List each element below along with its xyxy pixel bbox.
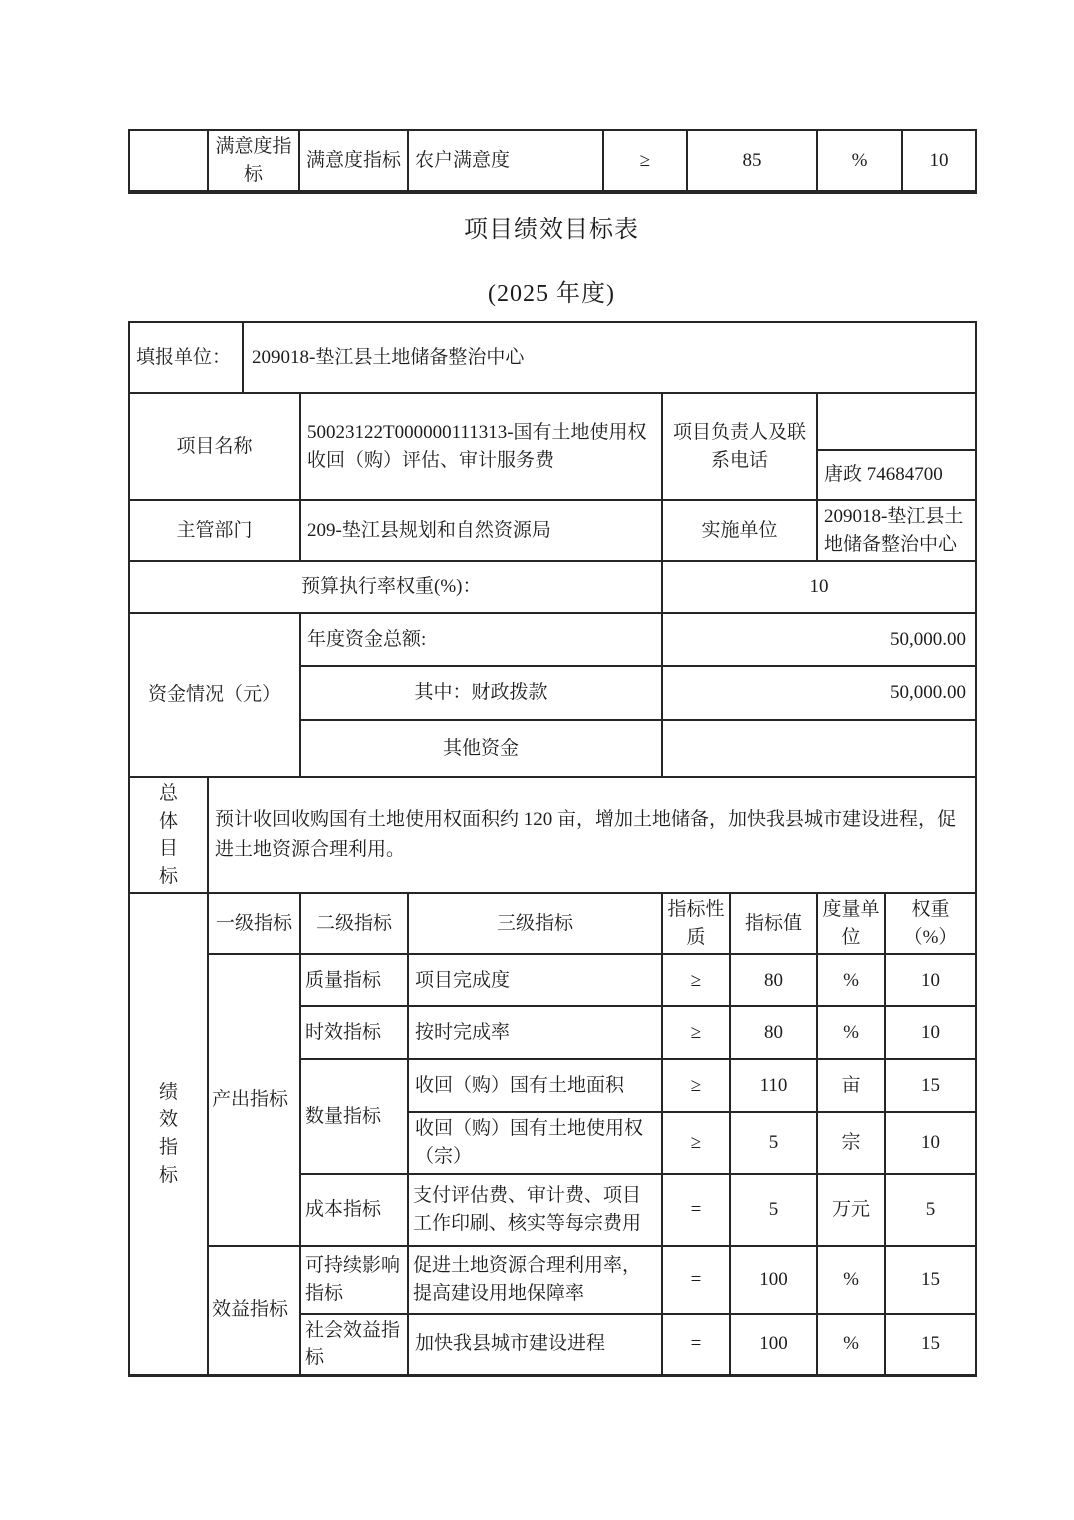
unit-cell: 万元	[817, 1174, 885, 1246]
nature-cell: ≥	[662, 954, 730, 1006]
value-cell: 5	[730, 1112, 817, 1173]
level3-completion: 项目完成度	[408, 954, 662, 1006]
overall-goal-label-cell	[129, 777, 208, 893]
value-cell: 5	[730, 1174, 817, 1246]
level1-output: 产出指标	[208, 954, 300, 1245]
level3-farmer-satisfaction-cell: 农户满意度	[408, 130, 603, 192]
weight-cell: 15	[885, 1059, 976, 1112]
budget-rate-label: 预算执行率权重(%)：	[129, 561, 662, 613]
header-level2: 二级指标	[300, 893, 408, 954]
indicator-side-label: 绩效指标	[158, 1081, 178, 1186]
department-row	[129, 500, 976, 561]
unit-cell: %	[817, 1006, 885, 1059]
weight-cell: 15	[885, 1314, 976, 1376]
implementation-unit-value: 209018-垫江县土地储备整治中心	[817, 500, 976, 561]
level2-quantity: 数量指标	[300, 1059, 408, 1173]
header-level1: 一级指标	[208, 893, 300, 954]
funds-other-label: 其他资金	[300, 720, 662, 777]
header-unit: 度量单位	[817, 893, 885, 954]
value-cell: 100	[730, 1246, 817, 1314]
level2-quality: 质量指标	[300, 954, 408, 1006]
project-name-row	[129, 393, 976, 450]
indicator-row-quality	[129, 954, 976, 1006]
level3-land-area: 收回（购）国有土地面积	[408, 1059, 662, 1112]
nature-cell: =	[662, 1246, 730, 1314]
funds-total-row	[129, 613, 976, 666]
project-name-value: 50023122T000000111313-国有土地使用权收回（购）评估、审计服务费	[300, 393, 662, 500]
budget-rate-value: 10	[662, 561, 976, 613]
page-title: 项目绩效目标表	[464, 217, 639, 244]
project-name-label: 项目名称	[129, 393, 300, 500]
level3-land-rights: 收回（购）国有土地使用权（宗）	[408, 1112, 662, 1173]
indicator-row-sustainability	[129, 1246, 976, 1314]
level2-social-benefit: 社会效益指标	[300, 1314, 408, 1376]
satisfaction-row	[129, 130, 976, 192]
project-manager-value: 唐政 74684700	[817, 450, 976, 500]
funds-total-label: 年度资金总额:	[300, 613, 662, 666]
header-weight: 权重（%）	[885, 893, 976, 954]
level3-ontime-rate: 按时完成率	[408, 1006, 662, 1059]
performance-target-table	[128, 321, 977, 1377]
nature-cell: ≥	[603, 130, 687, 192]
overall-goal-label: 总体目标	[158, 783, 178, 887]
document-sheet	[128, 129, 975, 1377]
implementation-unit-label: 实施单位	[662, 500, 817, 561]
project-manager-empty-cell	[817, 393, 976, 450]
department-value: 209-垫江县规划和自然资源局	[300, 500, 662, 561]
funds-label: 资金情况（元）	[129, 613, 300, 777]
filler-unit-label: 填报单位：	[129, 322, 243, 393]
filler-unit-value: 209018-垫江县土地储备整治中心	[243, 322, 976, 393]
level3-land-use-rate: 促进土地资源合理利用率，提高建设用地保障率	[408, 1246, 662, 1314]
header-value: 指标值	[730, 893, 817, 954]
weight-cell: 15	[885, 1246, 976, 1314]
nature-cell: ≥	[662, 1112, 730, 1173]
level3-urban-construction: 加快我县城市建设进程	[408, 1314, 662, 1376]
header-level3: 三级指标	[408, 893, 662, 954]
fragment-empty-cell	[129, 130, 208, 192]
unit-cell: %	[817, 954, 885, 1006]
level2-timeliness: 时效指标	[300, 1006, 408, 1059]
project-manager-label: 项目负责人及联系电话	[662, 393, 817, 500]
unit-cell: %	[817, 130, 902, 192]
weight-cell: 5	[885, 1174, 976, 1246]
value-cell: 100	[730, 1314, 817, 1376]
weight-cell: 10	[885, 954, 976, 1006]
header-nature: 指标性质	[662, 893, 730, 954]
level2-satisfaction-cell: 满意度指标	[299, 130, 408, 192]
value-cell: 80	[730, 1006, 817, 1059]
nature-cell: =	[662, 1314, 730, 1376]
department-label: 主管部门	[129, 500, 300, 561]
overall-goal-row	[129, 777, 976, 893]
level2-cost: 成本指标	[300, 1174, 408, 1246]
budget-rate-row	[129, 561, 976, 613]
satisfaction-fragment-table	[128, 129, 977, 194]
weight-cell: 10	[885, 1006, 976, 1059]
weight-cell: 10	[902, 130, 976, 192]
unit-cell: 宗	[817, 1112, 885, 1173]
unit-cell: %	[817, 1246, 885, 1314]
value-cell: 85	[687, 130, 817, 192]
level2-sustainability: 可持续影响指标	[300, 1246, 408, 1314]
weight-cell: 10	[885, 1112, 976, 1173]
level3-cost-detail: 支付评估费、审计费、项目工作印刷、核实等每宗费用	[408, 1174, 662, 1246]
indicator-header-row	[129, 893, 976, 954]
funds-other-value	[662, 720, 976, 777]
filler-unit-row	[129, 322, 976, 393]
funds-fiscal-value: 50,000.00	[662, 666, 976, 720]
value-cell: 110	[730, 1059, 817, 1112]
funds-fiscal-label: 其中：财政拨款	[300, 666, 662, 720]
nature-cell: ≥	[662, 1006, 730, 1059]
indicator-side-label-cell	[129, 893, 208, 1375]
level1-satisfaction-cell: 满意度指标	[208, 130, 299, 192]
funds-total-value: 50,000.00	[662, 613, 976, 666]
level1-benefit: 效益指标	[208, 1246, 300, 1376]
unit-cell: %	[817, 1314, 885, 1376]
nature-cell: ≥	[662, 1059, 730, 1112]
unit-cell: 亩	[817, 1059, 885, 1112]
nature-cell: =	[662, 1174, 730, 1246]
page-subtitle: (2025 年度)	[488, 281, 615, 308]
value-cell: 80	[730, 954, 817, 1006]
overall-goal-text: 预计收回收购国有土地使用权面积约 120 亩，增加土地储备，加快我县城市建设进程，促进土地资源合理利用。	[208, 777, 976, 893]
